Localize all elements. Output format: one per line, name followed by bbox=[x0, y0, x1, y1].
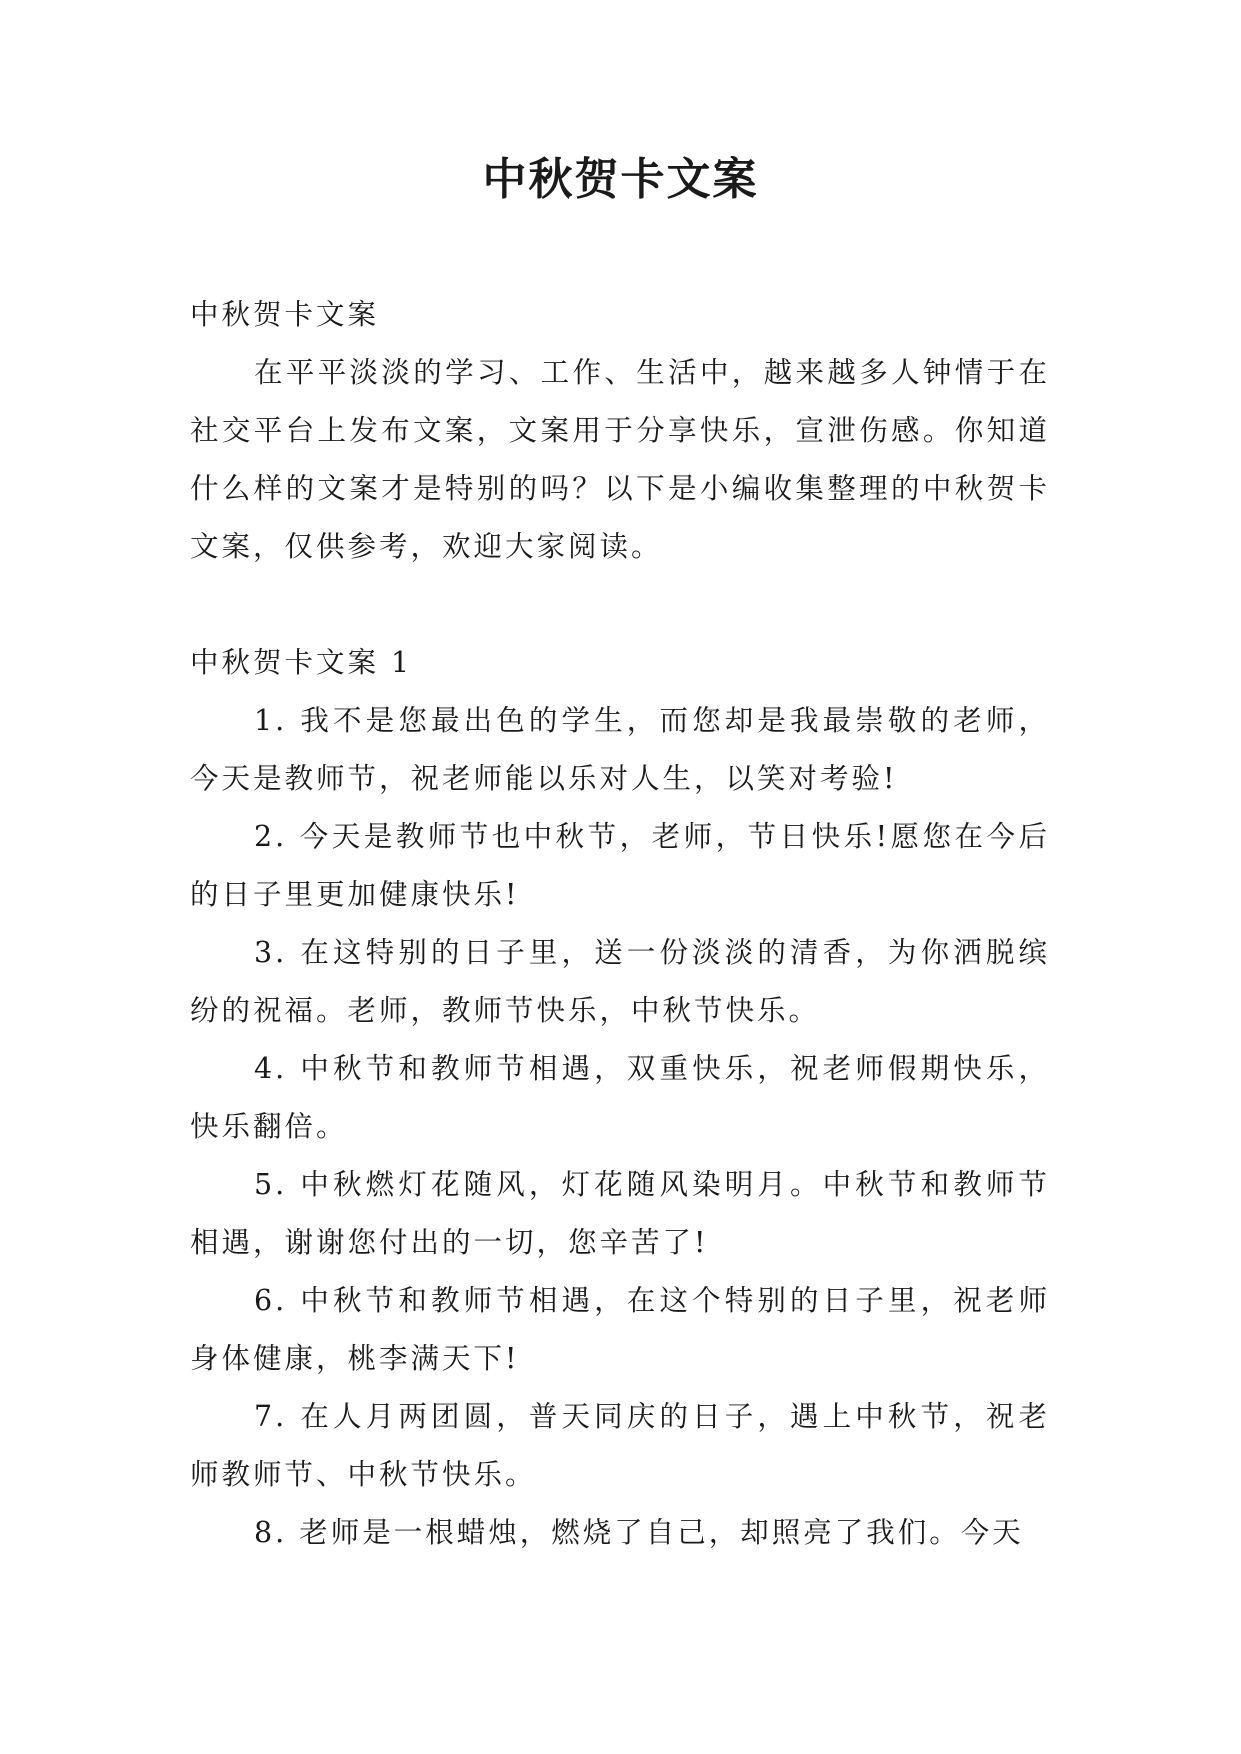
list-item: 3. 在这特别的日子里，送一份淡淡的清香，为你洒脱缤纷的祝福。老师，教师节快乐，中秋节快乐。 bbox=[190, 936, 1050, 1027]
section-heading: 中秋贺卡文案 1 bbox=[190, 646, 413, 679]
section-gap bbox=[190, 576, 1050, 634]
document-body bbox=[190, 286, 1050, 1562]
list-item: 7. 在人月两团圆，普天同庆的日子，遇上中秋节，祝老师教师节、中秋节快乐。 bbox=[190, 1400, 1050, 1491]
list-item: 2. 今天是教师节也中秋节，老师，节日快乐!愿您在今后的日子里更加健康快乐! bbox=[190, 820, 1050, 911]
document-title: 中秋贺卡文案 bbox=[482, 154, 759, 205]
list-item: 8. 老师是一根蜡烛，燃烧了自己，却照亮了我们。今天 bbox=[254, 1516, 1024, 1549]
list-item: 1. 我不是您最出色的学生，而您却是我最崇敬的老师，今天是教师节，祝老师能以乐对人生，以笑对考验! bbox=[190, 704, 1050, 795]
intro-heading: 中秋贺卡文案 bbox=[190, 298, 380, 331]
list-item: 5. 中秋燃灯花随风，灯花随风染明月。中秋节和教师节相遇，谢谢您付出的一切，您辛苦了! bbox=[190, 1168, 1050, 1259]
intro-paragraph: 在平平淡淡的学习、工作、生活中，越来越多人钟情于在社交平台上发布文案，文案用于分享快乐，宣泄伤感。你知道什么样的文案才是特别的吗？以下是小编收集整理的中秋贺卡文案，仅供参考，欢迎大家阅读。 bbox=[190, 356, 1050, 563]
list-item: 4. 中秋节和教师节相遇，双重快乐，祝老师假期快乐，快乐翻倍。 bbox=[190, 1052, 1050, 1143]
list-item: 6. 中秋节和教师节相遇，在这个特别的日子里，祝老师身体健康，桃李满天下! bbox=[190, 1284, 1050, 1375]
